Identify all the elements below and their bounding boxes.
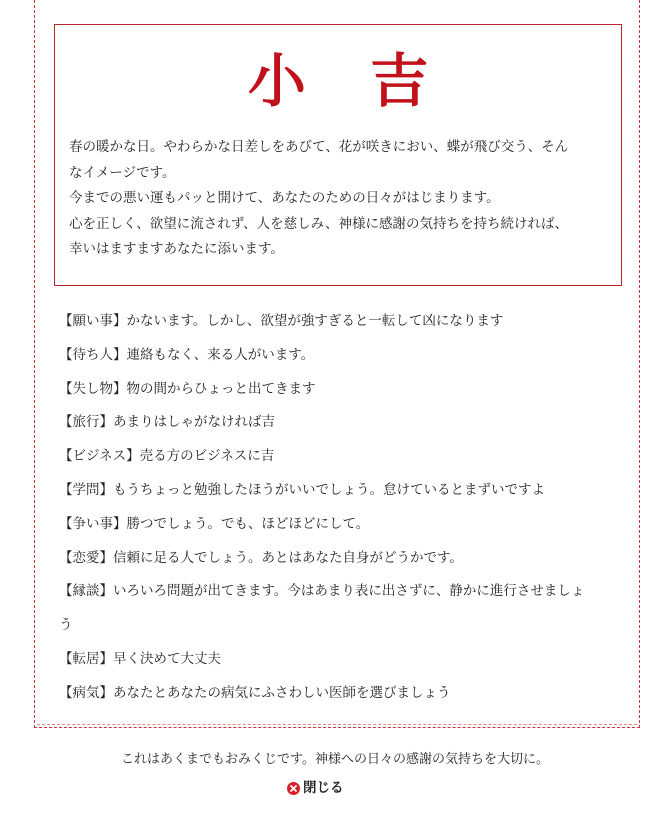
description-line: 心を正しく、欲望に流されず、人を慈しみ、神様に感謝の気持ちを持ち続ければ、	[69, 215, 568, 232]
omikuji-card	[34, 0, 640, 728]
category-marriage-continued: う	[59, 617, 73, 634]
close-button[interactable]	[287, 776, 344, 796]
category-marriage: 【縁談】いろいろ問題が出てきます。今はあまり表に出さずに、静かに進行させましょ	[59, 583, 585, 600]
category-love: 【恋愛】信頼に足る人でしょう。あとはあなた自身がどうかです。	[59, 549, 463, 566]
description-line: 春の暖かな日。やわらかな日差しをあびて、花が咲きにおい、蝶が飛び交う、そん	[69, 139, 569, 155]
description-line: 幸いはますますあなたに添います。	[69, 241, 284, 257]
description-line: 今までの悪い運もパッと開けて、あなたのための日々がはじまります。	[69, 190, 500, 206]
description-line: なイメージです。	[69, 164, 176, 181]
category-travel: 【旅行】あまりはしゃがなければ吉	[59, 414, 275, 431]
category-study: 【学問】もうちょっと勉強したほうがいいでしょう。怠けているとまずいですよ	[59, 481, 545, 498]
close-label: 閉じる	[303, 780, 344, 796]
category-awaited-person: 【待ち人】連絡もなく、来る人がいます。	[59, 346, 315, 363]
category-wish: 【願い事】かないます。しかし、欲望が強すぎると一転して凶になります	[59, 313, 504, 329]
close-circle-icon	[287, 780, 300, 793]
fortune-title: 小 吉	[247, 47, 451, 115]
category-lost-item: 【失し物】物の間からひょっと出てきます	[59, 380, 316, 397]
category-moving: 【転居】早く決めて大丈夫	[59, 650, 221, 667]
category-dispute: 【争い事】勝つでしょう。でも、ほどほどにして。	[59, 515, 370, 532]
fortune-categories	[59, 305, 629, 711]
category-illness: 【病気】あなたとあなたの病気にふさわしい医師を選びましょう	[59, 684, 451, 701]
fortune-box	[54, 24, 622, 286]
footer-note: これはあくまでもおみくじです。神様への日々の感謝の気持ちを大切に。	[121, 752, 549, 767]
category-business: 【ビジネス】売る方のビジネスに吉	[59, 448, 275, 465]
fortune-description	[69, 135, 614, 263]
